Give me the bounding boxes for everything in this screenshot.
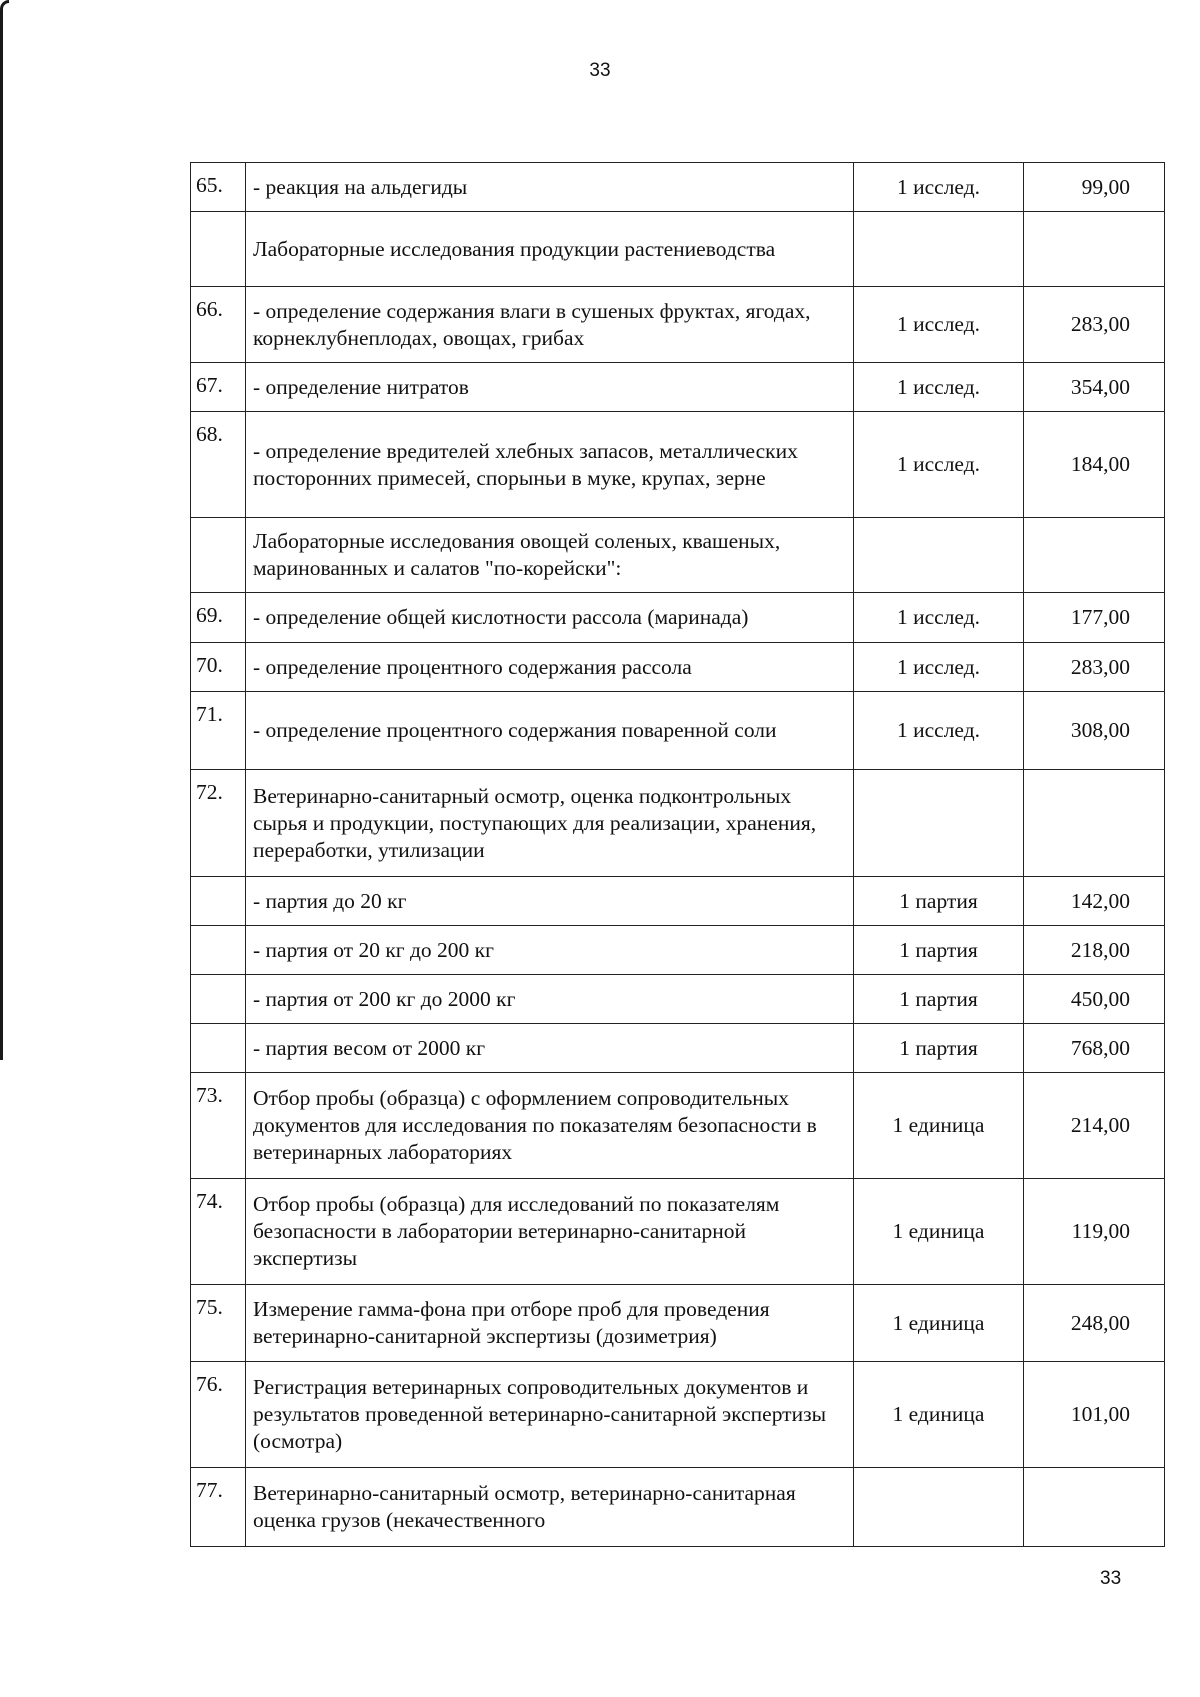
row-description: Ветеринарно-санитарный осмотр, ветеринарно-санитарная оценка грузов (некачественного — [246, 1468, 854, 1547]
page-number-top: 33 — [589, 60, 611, 81]
row-price: 214,00 — [1024, 1073, 1165, 1179]
row-unit: 1 партия — [854, 975, 1024, 1024]
row-description: Регистрация ветеринарных сопроводительных документов и результатов проведенной ветеринарно-санитарной экспертизы (осмотра) — [246, 1362, 854, 1468]
row-number: 70. — [191, 643, 246, 692]
row-number — [191, 212, 246, 287]
table-row — [191, 692, 1165, 770]
row-price: 99,00 — [1024, 163, 1165, 212]
row-price: 119,00 — [1024, 1179, 1165, 1285]
row-unit: 1 исслед. — [854, 163, 1024, 212]
row-description: Измерение гамма-фона при отборе проб для проведения ветеринарно-санитарной экспертизы (дозиметрия) — [246, 1285, 854, 1362]
row-unit: 1 исслед. — [854, 287, 1024, 363]
row-unit: 1 исслед. — [854, 692, 1024, 770]
row-price — [1024, 770, 1165, 877]
table-row — [191, 593, 1165, 643]
table-row — [191, 163, 1165, 212]
table-row — [191, 877, 1165, 926]
row-description: - определение нитратов — [246, 363, 854, 412]
row-description: - определение процентного содержания поваренной соли — [246, 692, 854, 770]
row-price: 308,00 — [1024, 692, 1165, 770]
row-unit: 1 единица — [854, 1179, 1024, 1285]
row-number: 68. — [191, 412, 246, 518]
scan-edge-mark — [0, 0, 9, 1060]
row-price: 283,00 — [1024, 643, 1165, 692]
row-number — [191, 975, 246, 1024]
table-row — [191, 1073, 1165, 1179]
table-row — [191, 975, 1165, 1024]
row-number: 76. — [191, 1362, 246, 1468]
row-description: - партия от 20 кг до 200 кг — [246, 926, 854, 975]
row-number: 67. — [191, 363, 246, 412]
row-number: 65. — [191, 163, 246, 212]
row-description: - партия до 20 кг — [246, 877, 854, 926]
row-price: 218,00 — [1024, 926, 1165, 975]
row-unit — [854, 212, 1024, 287]
row-price: 354,00 — [1024, 363, 1165, 412]
row-number — [191, 926, 246, 975]
row-unit: 1 исслед. — [854, 593, 1024, 643]
page-number-bottom: 33 — [1100, 1568, 1122, 1589]
row-number: 73. — [191, 1073, 246, 1179]
table-row — [191, 1024, 1165, 1073]
table-row — [191, 287, 1165, 363]
table-row — [191, 770, 1165, 877]
row-number: 77. — [191, 1468, 246, 1547]
row-price: 450,00 — [1024, 975, 1165, 1024]
row-unit — [854, 518, 1024, 593]
row-unit: 1 партия — [854, 1024, 1024, 1073]
row-description: - определение вредителей хлебных запасов, металлических посторонних примесей, спорыньи в муке, крупах, зерне — [246, 412, 854, 518]
table-row — [191, 1362, 1165, 1468]
row-description: - определение процентного содержания рассола — [246, 643, 854, 692]
row-description: Лабораторные исследования продукции растениеводства — [246, 212, 854, 287]
row-unit — [854, 770, 1024, 877]
row-price: 248,00 — [1024, 1285, 1165, 1362]
row-number: 75. — [191, 1285, 246, 1362]
row-description: Отбор пробы (образца) для исследований по показателям безопасности в лаборатории ветеринарно-санитарной экспертизы — [246, 1179, 854, 1285]
row-unit: 1 единица — [854, 1073, 1024, 1179]
row-unit: 1 единица — [854, 1285, 1024, 1362]
row-description: - партия от 200 кг до 2000 кг — [246, 975, 854, 1024]
row-number — [191, 877, 246, 926]
row-price: 177,00 — [1024, 593, 1165, 643]
row-number — [191, 518, 246, 593]
row-number — [191, 1024, 246, 1073]
price-table — [190, 162, 1165, 1547]
row-price: 283,00 — [1024, 287, 1165, 363]
table-row — [191, 518, 1165, 593]
table-row — [191, 412, 1165, 518]
row-description: - реакция на альдегиды — [246, 163, 854, 212]
table-row — [191, 643, 1165, 692]
row-price: 184,00 — [1024, 412, 1165, 518]
row-number: 72. — [191, 770, 246, 877]
table-row — [191, 1285, 1165, 1362]
row-unit — [854, 1468, 1024, 1547]
row-number: 71. — [191, 692, 246, 770]
row-description: - определение содержания влаги в сушеных фруктах, ягодах, корнеклубнеплодах, овощах, грибах — [246, 287, 854, 363]
table-row — [191, 363, 1165, 412]
row-unit: 1 исслед. — [854, 363, 1024, 412]
row-number: 74. — [191, 1179, 246, 1285]
row-price: 768,00 — [1024, 1024, 1165, 1073]
table-row — [191, 926, 1165, 975]
row-price: 142,00 — [1024, 877, 1165, 926]
row-unit: 1 исслед. — [854, 643, 1024, 692]
row-number: 69. — [191, 593, 246, 643]
row-unit: 1 единица — [854, 1362, 1024, 1468]
row-description: Лабораторные исследования овощей соленых, квашеных, маринованных и салатов "по-корейски": — [246, 518, 854, 593]
row-unit: 1 партия — [854, 926, 1024, 975]
row-description: Отбор пробы (образца) с оформлением сопроводительных документов для исследования по показателям безопасности в ветеринарных лабораториях — [246, 1073, 854, 1179]
row-price — [1024, 518, 1165, 593]
row-description: - определение общей кислотности рассола (маринада) — [246, 593, 854, 643]
row-unit: 1 партия — [854, 877, 1024, 926]
row-number: 66. — [191, 287, 246, 363]
row-price: 101,00 — [1024, 1362, 1165, 1468]
row-description: Ветеринарно-санитарный осмотр, оценка подконтрольных сырья и продукции, поступающих для реализации, хранения, переработки, утилизации — [246, 770, 854, 877]
row-price — [1024, 212, 1165, 287]
row-description: - партия весом от 2000 кг — [246, 1024, 854, 1073]
table-row — [191, 1468, 1165, 1547]
table-row — [191, 212, 1165, 287]
row-unit: 1 исслед. — [854, 412, 1024, 518]
row-price — [1024, 1468, 1165, 1547]
table-row — [191, 1179, 1165, 1285]
